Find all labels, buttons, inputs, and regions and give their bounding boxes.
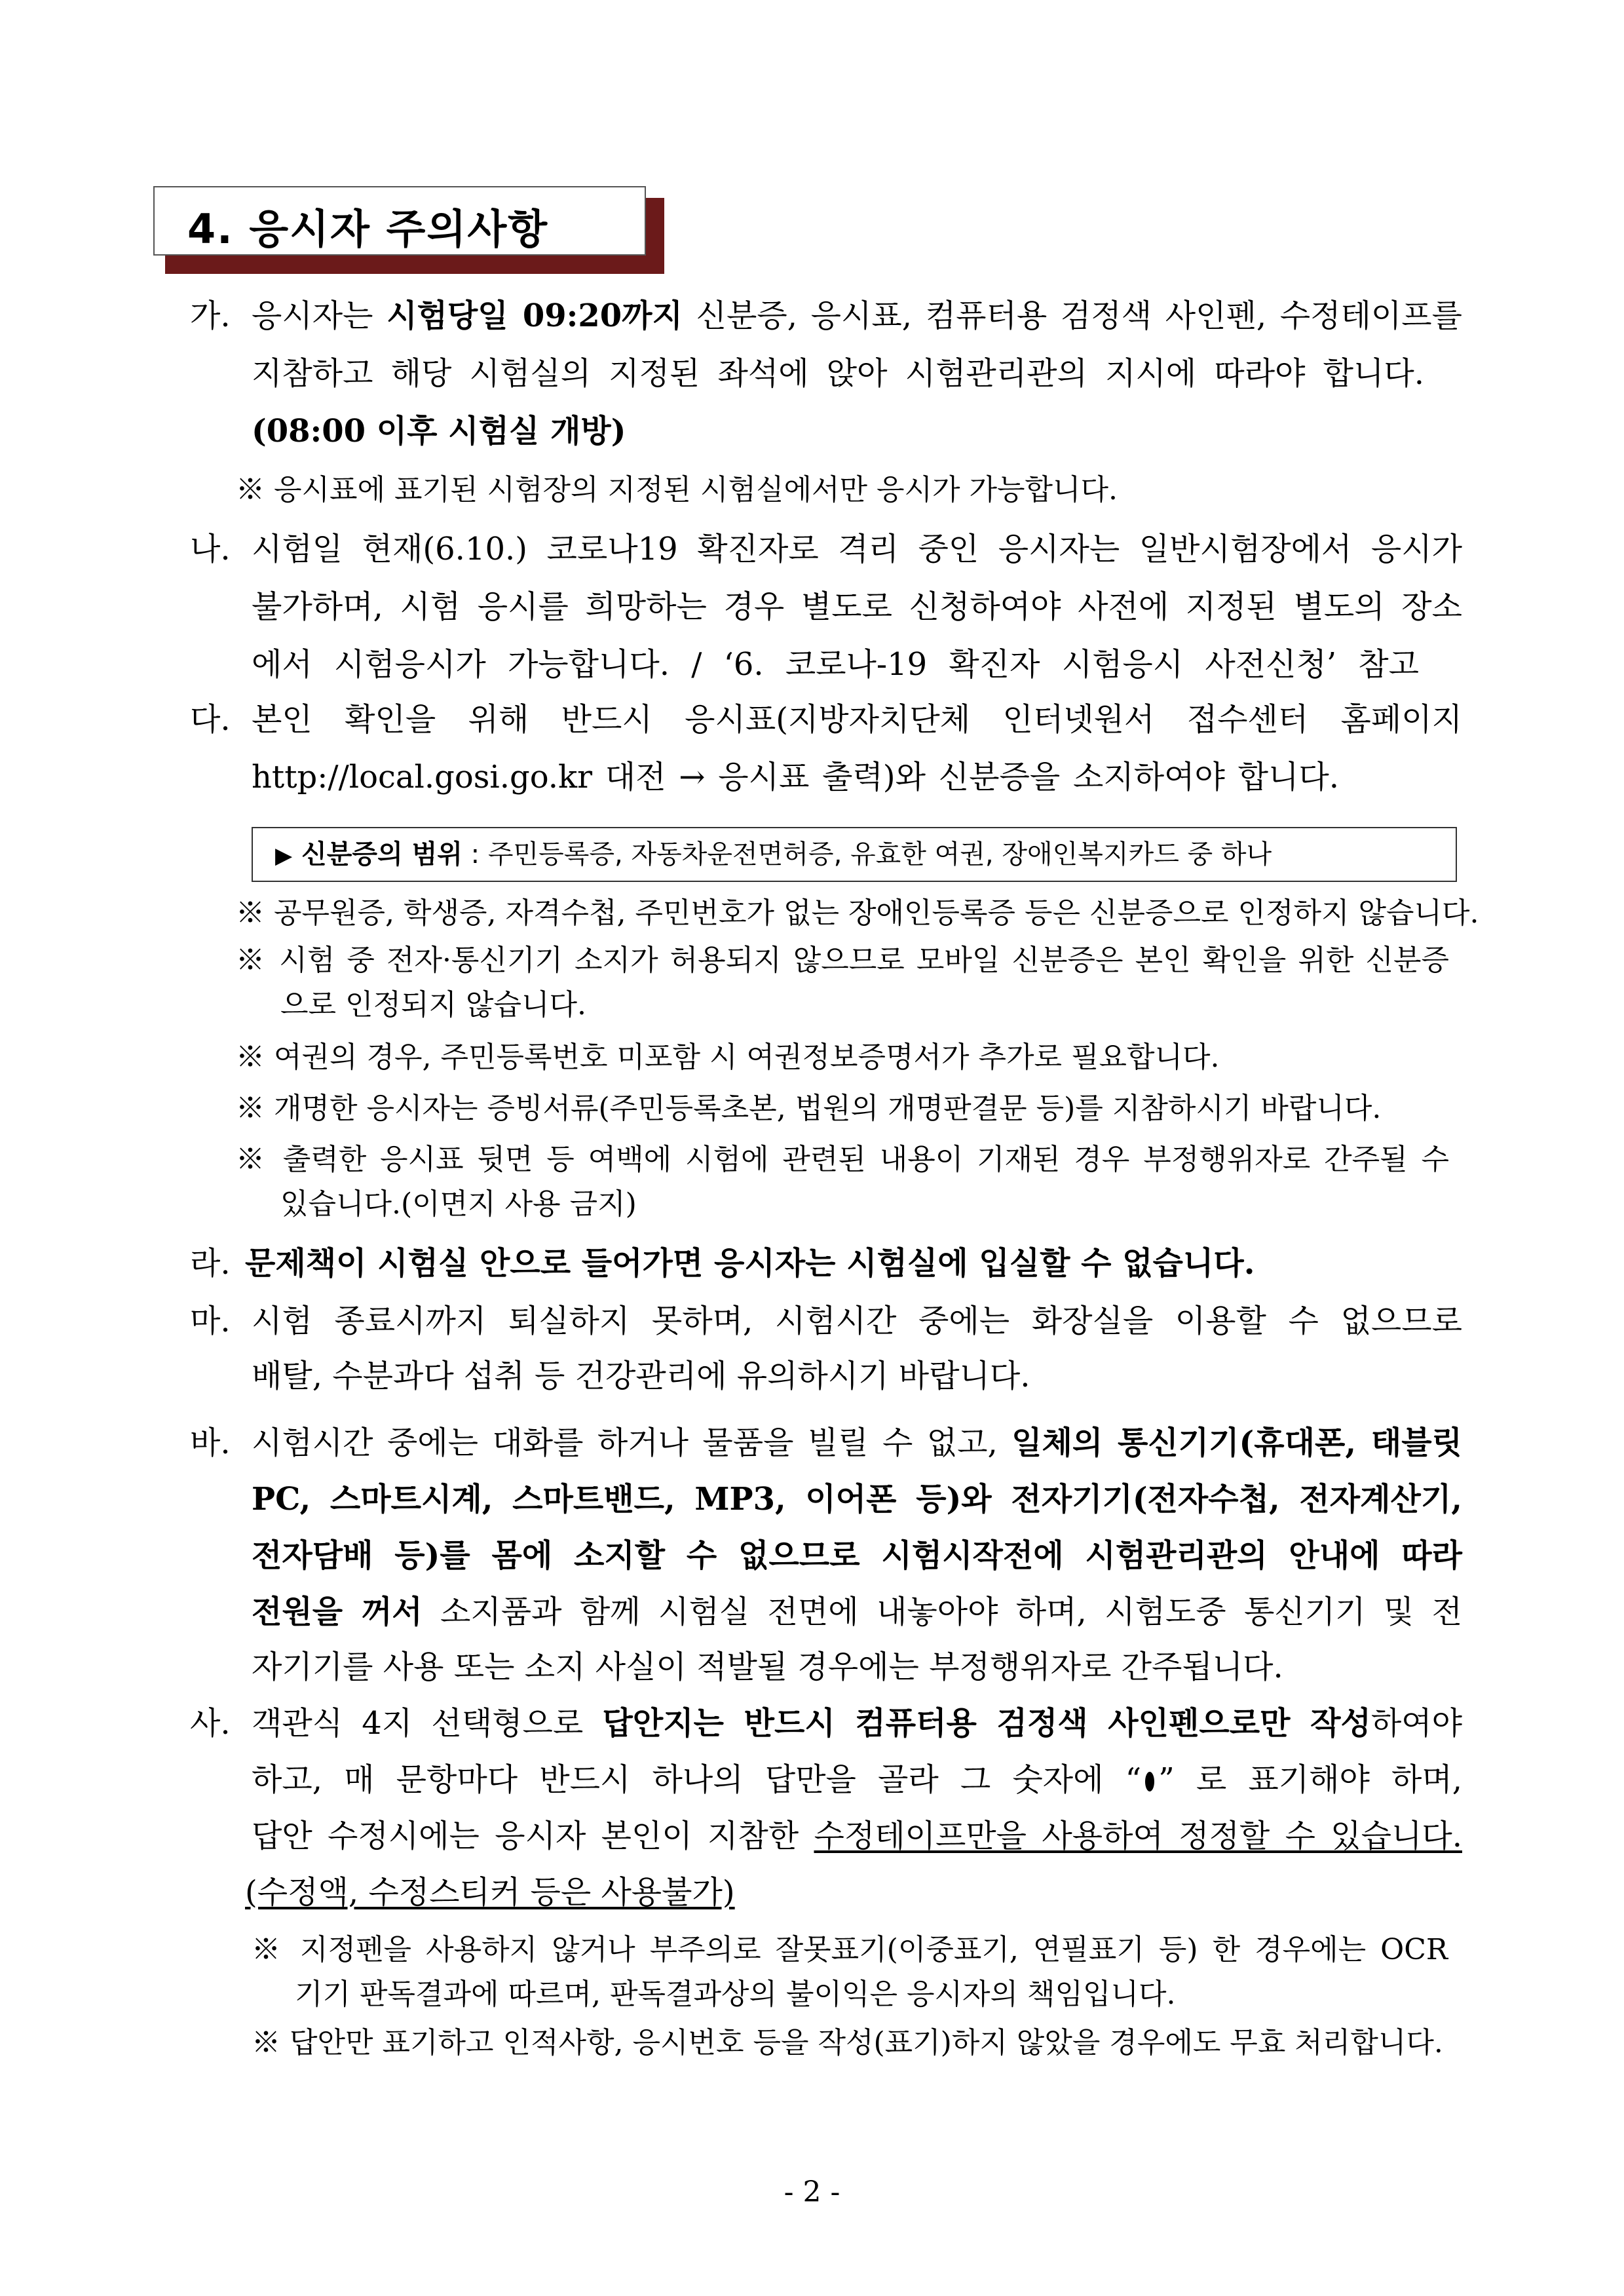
item-line: 본인 확인을 위해 반드시 응시표(지방자치단체 인터넷원서 접수센터 홈페이지	[252, 701, 1462, 738]
note: ※ 공무원증, 학생증, 자격수첩, 주민번호가 없는 장애인등록증 등은 신분증으로 인정하지 않습니다.	[236, 896, 1479, 930]
item-line: 자기기를 사용 또는 소지 사실이 적발될 경우에는 부정행위자로 간주됩니다.	[252, 1649, 1283, 1685]
item-line: 시험 종료시까지 퇴실하지 못하며, 시험시간 중에는 화장실을 이용할 수 없으므로	[252, 1303, 1462, 1339]
item-line: 객관식 4지 선택형으로 답안지는 반드시 컴퓨터용 검정색 사인펜으로만 작성하여야	[252, 1705, 1462, 1742]
item-line: 답안 수정시에는 응시자 본인이 지참한 수정테이프만을 사용하여 정정할 수 있습니다.	[252, 1818, 1462, 1854]
id-box-label: 신분증의 범위	[301, 839, 463, 870]
item-marker: 라.	[190, 1245, 231, 1282]
note: ※ 출력한 응시표 뒷면 등 여백에 시험에 관련된 내용이 기재된 경우 부정행위자로 간주될 수	[236, 1143, 1449, 1176]
item-line: 불가하며, 시험 응시를 희망하는 경우 별도로 신청하여야 사전에 지정된 별도의 장소	[252, 588, 1462, 625]
id-range-box	[252, 827, 1457, 882]
item-line: 전원을 꺼서 소지품과 함께 시험실 전면에 내놓아야 하며, 시험도중 통신기기 및 전	[252, 1594, 1462, 1630]
item-line: 응시자는 시험당일 09:20까지 신분증, 응시표, 컴퓨터용 검정색 사인펜, 수정테이프를	[252, 297, 1463, 334]
note: 있습니다.(이면지 사용 금지)	[280, 1187, 637, 1221]
item-marker: 마.	[190, 1303, 231, 1339]
item-line: 배탈, 수분과다 섭취 등 건강관리에 유의하시기 바랍니다.	[252, 1358, 1030, 1394]
item-line: 하고, 매 문항마다 반드시 하나의 답만을 골라 그 숫자에 “ ” 로 표기해야 하며,	[252, 1761, 1462, 1798]
section-title: 4. 응시자 주의사항	[187, 205, 549, 253]
item-line: 에서 시험응시가 가능합니다. / ‘6. 코로나-19 확진자 시험응시 사전신청’ 참고	[252, 646, 1419, 683]
triangle-icon: ▶	[275, 843, 293, 869]
note: ※ 지정펜을 사용하지 않거나 부주의로 잘못표기(이중표기, 연필표기 등) 한 경우에는 OCR	[252, 1933, 1448, 1966]
note: ※ 답안만 표기하고 인적사항, 응시번호 등을 작성(표기)하지 않았을 경우에도 무효 처리합니다.	[252, 2026, 1443, 2059]
item-marker: 바.	[190, 1425, 231, 1461]
heading-box	[153, 186, 646, 256]
marking-dot-icon	[1145, 1772, 1154, 1791]
section-heading	[153, 186, 664, 274]
id-box-text: : 주민등록증, 자동차운전면허증, 유효한 여권, 장애인복지카드 중 하나	[462, 839, 1272, 870]
note: ※ 응시표에 표기된 시험장의 지정된 시험실에서만 응시가 가능합니다.	[236, 473, 1118, 507]
note: ※ 시험 중 전자·통신기기 소지가 허용되지 않으므로 모바일 신분증은 본인 확인을 위한 신분증	[236, 944, 1449, 977]
note: ※ 여권의 경우, 주민등록번호 미포함 시 여권정보증명서가 추가로 필요합니다.	[236, 1041, 1220, 1074]
item-line: 지참하고 해당 시험실의 지정된 좌석에 앉아 시험관리관의 지시에 따라야 합니다.	[252, 355, 1424, 392]
item-line: 시험시간 중에는 대화를 하거나 물품을 빌릴 수 없고, 일체의 통신기기(휴대폰, 태블릿	[252, 1425, 1462, 1461]
item-line: 문제책이 시험실 안으로 들어가면 응시자는 시험실에 입실할 수 없습니다.	[245, 1245, 1255, 1282]
item-line: (수정액, 수정스티커 등은 사용불가)	[245, 1874, 735, 1911]
page-number: - 2 -	[784, 2175, 840, 2209]
item-line: PC, 스마트시계, 스마트밴드, MP3, 이어폰 등)와 전자기기(전자수첩, 전자계산기,	[252, 1481, 1462, 1518]
item-line: 시험일 현재(6.10.) 코로나19 확진자로 격리 중인 응시자는 일반시험장에서 응시가	[252, 531, 1462, 567]
item-line: (08:00 이후 시험실 개방)	[252, 413, 626, 450]
note: 으로 인정되지 않습니다.	[280, 988, 586, 1022]
item-line: http://local.gosi.go.kr 대전 → 응시표 출력)와 신분증을 소지하여야 합니다.	[252, 759, 1339, 795]
note: 기기 판독결과에 따르며, 판독결과상의 불이익은 응시자의 책임입니다.	[295, 1978, 1176, 2011]
item-marker: 가.	[190, 297, 231, 334]
note: ※ 개명한 응시자는 증빙서류(주민등록초본, 법원의 개명판결문 등)를 지참하시기 바랍니다.	[236, 1092, 1382, 1125]
item-marker: 다.	[190, 701, 231, 738]
item-marker: 나.	[190, 531, 231, 567]
item-line: 전자담배 등)를 몸에 소지할 수 없으므로 시험시작전에 시험관리관의 안내에 따라	[252, 1537, 1462, 1574]
item-marker: 사.	[190, 1705, 231, 1742]
